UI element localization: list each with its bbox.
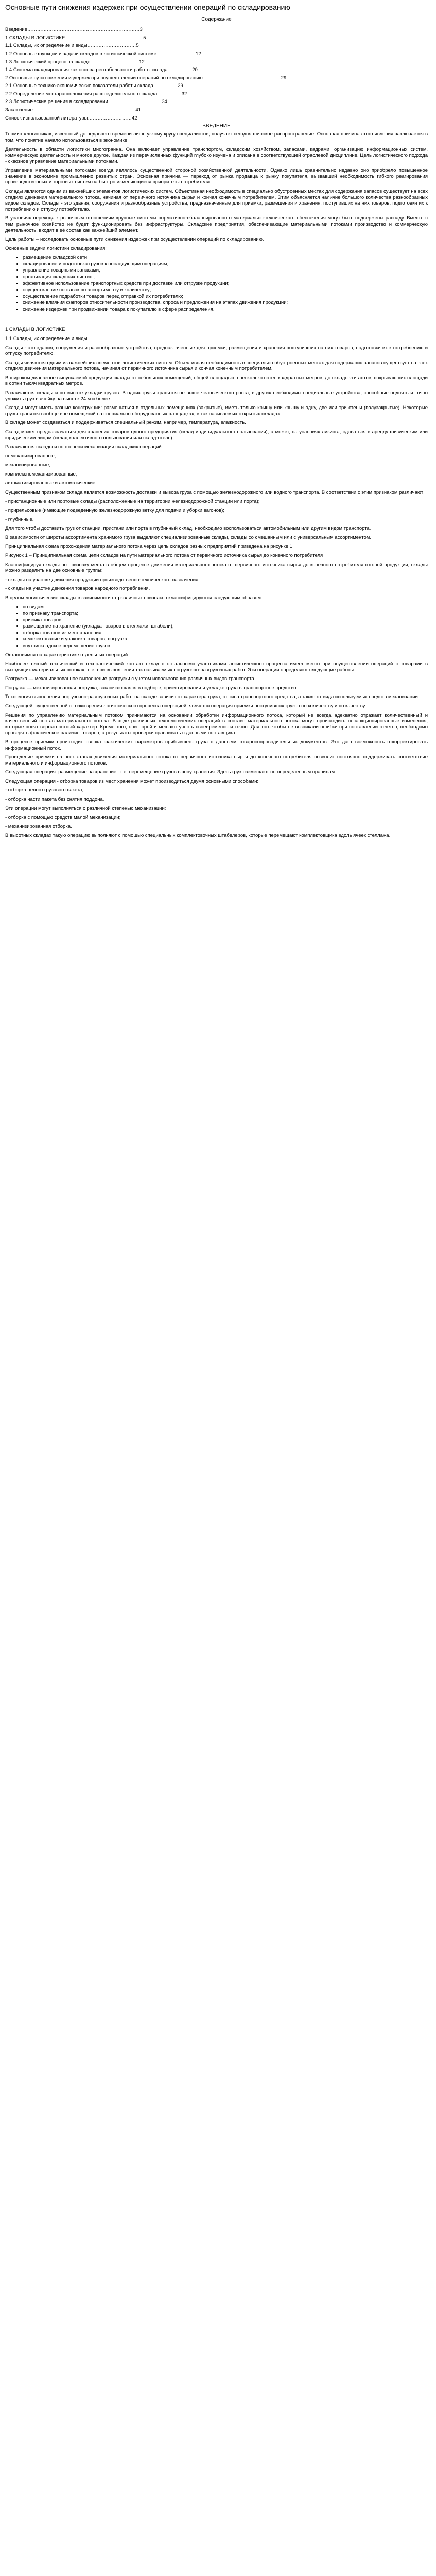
list-item: • размещение на хранение (укладка товаров в стеллажи, штабели); (23, 623, 428, 630)
list-item: автоматизированные и автоматические. (5, 480, 97, 486)
list-item: • складирование и подготовка грузов к последующим операциям; (23, 261, 428, 267)
paragraph: В зависимости от широты ассортимента хранимого груза выделяют специализированные склады, склады со смешанным или с универсальным ассортиментом. (5, 534, 371, 540)
list-item: • приемка товаров; (23, 617, 428, 623)
list-item: • по видам: (23, 604, 428, 611)
paragraph: Склады являются одним из важнейших элементов логистических систем. Объективная необходимость в специально обустроенных местах для содержания запасов существует на всех стадиях движения материального потока, начиная от первичного источника сырья и кончая конечным потребителем. Этим объясняется наличие большого количества разнообразных видов складов. Склады - это здания, сооружения и разнообразные устройства, предназначенные для приемки, размещения и хранения, поступивших на них товаров, подготовки их к потреблению и отпуску потребителю. (5, 189, 428, 212)
paragraph: Деятельность в области логистики многогранна. Она включает управление транспортом, складским хозяйством, запасами, кадрами, организацию информационных систем, коммерческую деятельность и многое другое. Каждая из перечисленных функций глубоко изучена и описана в соответствующей отраслевой дисциплине. Цель логистического подхода - сквозное управление материальными потоками. (5, 146, 428, 164)
list-item: • отборка товаров из мест хранения; (23, 630, 428, 636)
paragraph: Следующей, существенной с точки зрения логистического процесса операцией, является операция приемки поступивших грузов по количеству и по качеству. (5, 703, 367, 709)
chapter-heading: 1 СКЛАДЫ В ЛОГИСТИКЕ (5, 327, 65, 333)
list-item: • организация складских листинг; (23, 274, 428, 280)
paragraph: - пристанционные или портовые склады (расположенные на территории железнодорожной станции или порта); (5, 498, 260, 504)
paragraph: Склады - это здания, сооружения и разнообразные устройства, предназначенные для приемки, размещения и хранения поступивших на них товаров, подготовки их к потреблению и отпуску потребителю. (5, 345, 428, 357)
paragraph: Решения по управлению материальным потоком принимаются на основании обработки информационного потока, который не всегда адекватно отражает количественный и качественный состав материального потока. В ходе различных технологических операций в составе материального потока могут происходить несанкционированные изменения, которые носят вероятностный характер. Кроме того, они порой и мешают учесть своевременно и точно. Для того чтобы не возникали ошибки при составлении отчетов, необходимо проверять фактическое наличие товаров, а результаты проверки сравнивать с данными поставщика. (5, 712, 428, 736)
paragraph: Классифицируя склады по признаку места в общем процессе движения материального потока от первичного источника сырья до конечного потребителя готовой продукции, склады можно разделить на две основные группы: (5, 562, 428, 574)
paragraph: Различаются склады и по степени механизации складских операций: (5, 444, 163, 450)
paragraph: Эти операции могут выполняться с различной степенью механизации: (5, 805, 166, 811)
paragraph: Следующая операция - отборка товаров из мест хранения может производиться двумя основными способами: (5, 778, 259, 784)
toc-item: 1.4 Система складирования как основа рентабельности работы склада……………20 (5, 67, 198, 73)
paragraph: - прирельсовые (имеющие подведенную железнодорожную ветку для подачи и уборки вагонов); (5, 507, 224, 514)
list-item: • осуществление подработки товаров перед отправкой их потребителю; (23, 294, 428, 300)
tasks-list (5, 255, 428, 312)
paragraph: Склады являются одним из важнейших элементов логистических систем. Объективная необходимость в специально обустроенных местах для содержания запасов существует на всех стадиях движения материального потока, начиная от первичного источника сырья и кончая конечным потребителем. (5, 360, 428, 372)
paragraph: Основные задачи логистики складирования: (5, 245, 107, 251)
paragraph: - механизированная отборка. (5, 823, 72, 829)
paragraph: В складе может создаваться и поддерживаться специальный режим, например, температура, влажность. (5, 420, 246, 426)
paragraph: Следующая операция: размещение на хранение, т. е. перемещение грузов в зону хранения. Здесь груз размещают по определенным правилам. (5, 769, 336, 775)
toc-item: 1.2 Основные функции и задачи складов в логистической системе……………………12 (5, 51, 201, 57)
paragraph: Существенным признаком склада является возможность доставки и вывоза груза с помощью железнодорожного или водного транспорта. В соответствии с этим признаком различают: (5, 489, 425, 495)
paragraph: В условиях перехода к рыночным отношениям крупные системы нормативно-сбалансированного материально-технического обеспечения могут быть подвержены распаду. Вместе с тем рыночное хозяйство не будет функционировать без инфраструктуры. Складские предприятия, обеспечивающие материальными потоками производство и коммерческую деятельность, входят в её состав как важнейший элемент. (5, 215, 428, 233)
paragraph: - глубинные. (5, 516, 34, 522)
paragraph: Различаются склады и по высоте укладки грузов. В одних грузы хранятся не выше человеческого роста, в других необходимы специальные устройства, способные поднять и точно уложить груз в ячейку на высоте 24 м и более. (5, 390, 428, 402)
paragraph: Наиболее тесный технический и технологический контакт склад с остальными участниками логистического процесса имеет место при осуществлении операций с товарами в выходящих материальных потоках, т. е. при выполнении так называемых погрузочно-разгрузочных работ. Эти операции определяют следующие работы: (5, 661, 428, 673)
toc-item: Список использованной литературы………………………42 (5, 115, 137, 121)
list-item: • комплектование и упаковка товаров; погрузка; (23, 636, 428, 642)
list-item: механизированные, (5, 462, 50, 468)
list-item: немеханизированные, (5, 453, 56, 459)
paragraph: Управление материальными потоками всегда являлось существенной стороной хозяйственной деятельности. Однако лишь сравнительно недавно оно приобрело повышенное значение в экономике промышленно развитых стран. Основная причина — переход от рынка продавца к рынку покупателя, вызвавший необходимость гибкого реагирования производственных и торговых систем на быстро изменяющиеся приоритеты потребителя. (5, 167, 428, 185)
list-item: • управление товарными запасами; (23, 267, 428, 274)
toc-item: Заключение………………………………………………………41 (5, 107, 141, 113)
toc-item: 2.3 Логистические решения в складировании……………………………34 (5, 99, 167, 105)
list-item: • внутрискладское перемещение грузов. (23, 643, 428, 649)
document-page (0, 0, 436, 847)
toc-item: 1 СКЛАДЫ В ЛОГИСТИКЕ…………………………………………5 (5, 35, 146, 41)
list-item: • размещение складской сети; (23, 255, 428, 261)
section-heading: 1.1 Склады, их определение и виды (5, 336, 88, 342)
figure-caption: Рисунок 1 – Принципиальная схема цепи складов на пути материального потока от первичного источника сырья до конечного потребителя (5, 553, 323, 559)
paragraph: Принципиальная схема прохождения материального потока через цепь складов разных предприятий приведена на рисунке 1. (5, 544, 294, 550)
list-item: • по признаку транспорта; (23, 611, 428, 617)
toc-item: 1.3 Логистический процесс на складе…………………………12 (5, 59, 145, 65)
paragraph: Проведение приемки на всех этапах движения материального потока от первичного источника сырья до конечного потребителя позволит постоянно поддерживать соответствие материального и информационного потоков. (5, 754, 428, 766)
toc-item: 2.1 Основные технико-экономические показатели работы склада……………29 (5, 83, 183, 89)
paragraph: Остановимся на характеристике отдельных операций. (5, 652, 129, 658)
toc-item: 1.1 Склады, их определение и виды…………………………5 (5, 43, 139, 49)
table-of-contents (5, 27, 428, 121)
toc-item: 2.2 Определение местарасположения распределительного склада……………32 (5, 91, 187, 97)
paragraph: Склад может предназначаться для хранения товаров одного предприятия (склад индивидуального пользования), а может, на условиях лизинга, сдаваться в аренду физическим или юридическим лицам (склад коллективного пользования или склад-отель). (5, 429, 428, 441)
paragraph: Погрузка — механизированная погрузка, заключающаяся в подборе, ориентировании и укладке груза в транспортное средство. (5, 685, 298, 691)
paragraph: - склады на участке движения товаров народного потребления. (5, 586, 150, 592)
document-title: Основные пути снижения издержек при осуществлении операций по складированию (5, 3, 290, 11)
paragraph: - склады на участке движения продукции производственно-технического назначения; (5, 577, 200, 583)
paragraph: Цель работы – исследовать основные пути снижения издержек при осуществлении операций по складированию. (5, 236, 264, 243)
paragraph: В высотных складах такую операцию выполняют с помощью специальных комплектовочных штабелеров, которые перемещают комплектовщика вдоль ячеек стеллажа. (5, 833, 391, 839)
paragraph: Для того чтобы доставить груз от станции, пристани или порта в глубинный склад, необходимо воспользоваться автомобильным или другим видом транспорта. (5, 526, 371, 532)
paragraph: Технология выполнения погрузочно-разгрузочных работ на складе зависит от характера груза, от типа транспортного средства, а также от вида используемых средств механизации. (5, 694, 420, 700)
toc-item: Введение……………………………………………………………3 (5, 27, 143, 33)
toc-heading: Содержание (201, 16, 232, 23)
paragraph: - отборка целого грузового пакета; (5, 787, 84, 793)
list-item: • осуществление поставок по ассортименту и количеству; (23, 287, 428, 293)
intro-heading: ВВЕДЕНИЕ (202, 123, 231, 129)
paragraph: Термин «логистика», известный до недавнего времени лишь узкому кругу специалистов, получает сегодня широкое распространение. Основная причина этого явления заключается в том, что понятие начало использоваться в экономике. (5, 131, 428, 143)
paragraph: В целом логистические склады в зависимости от различных признаков классифицируются следующим образом: (5, 595, 263, 601)
toc-item: 2 Основные пути снижения издержек при осуществлении операций по складированию…………………………………………29 (5, 75, 287, 81)
list-item: комплексномеханизированные, (5, 471, 77, 477)
paragraph: Разгрузка — механизированное выполнение разгрузки с учетом использования различных видов транспорта. (5, 676, 256, 682)
list-item: • снижение издержек при продвижении товара к покупателю в сфере распределения. (23, 307, 428, 313)
list-item: • снижение влияния факторов относительности производства, спроса и предложения на этапах движения продукции; (23, 300, 428, 306)
paragraph: В процессе приемки происходит сверка фактических параметров прибывшего груза с данными товаросопроводительных документов. Это дает возможность откорректировать информационный поток. (5, 739, 428, 751)
classification-list (5, 604, 428, 649)
paragraph: - отборка с помощью средств малой механизации; (5, 815, 121, 821)
paragraph: В широком диапазоне выпускаемой продукции склады от небольших помещений, общей площадью в несколько сотен квадратных метров, до складов-гигантов, покрывающих площади в сотни тысяч квадратных метров. (5, 375, 428, 387)
list-item: • эффективное использование транспортных средств при доставке или отгрузке продукции; (23, 281, 428, 287)
paragraph: - отборка части пакета без снятия поддона. (5, 796, 104, 802)
paragraph: Склады могут иметь разные конструкции: размещаться в отдельных помещениях (закрытые), иметь только крышу или крышу и одну, две или три стены (полузакрытые). Некоторые грузы хранятся вообще вне помещений на специально оборудованных площадках, в так называемых открытых складах. (5, 405, 428, 417)
